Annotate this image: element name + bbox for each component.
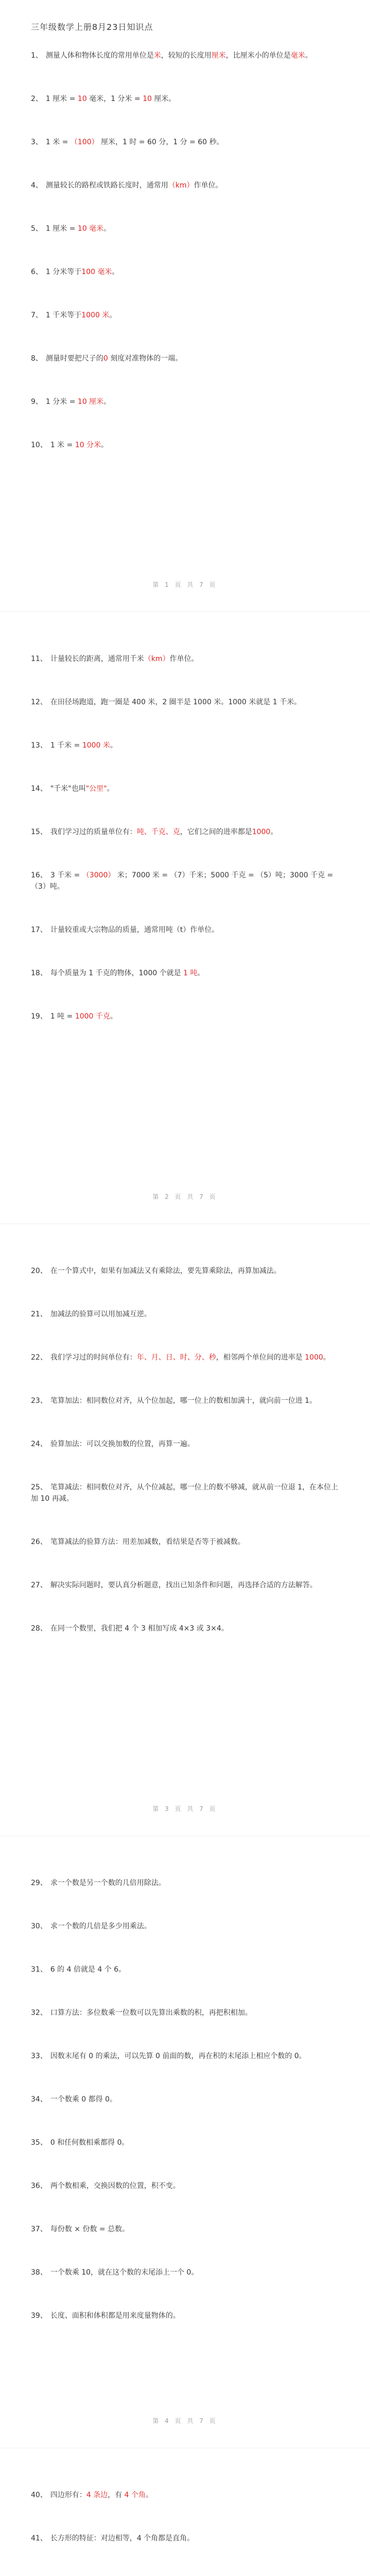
item-number: 12、 bbox=[31, 698, 47, 706]
item-text: 笔算减法的验算方法：用差加减数，看结果是否等于被减数。 bbox=[50, 1538, 245, 1546]
item-number: 19、 bbox=[31, 1012, 47, 1021]
knowledge-item bbox=[31, 1580, 339, 1591]
item-text: 它们之间的进率都是 bbox=[187, 828, 252, 836]
knowledge-item bbox=[31, 1623, 339, 1634]
knowledge-item bbox=[31, 826, 339, 838]
item-text: 比厘米小的单位是 bbox=[233, 52, 291, 60]
knowledge-item bbox=[31, 1352, 339, 1363]
item-text: 。 bbox=[103, 398, 111, 406]
item-text: 因数末尾有 0 的乘法，可以先算 0 前面的数，再在积的末尾添上相应个数的 0。 bbox=[50, 2052, 306, 2060]
item-text: 求一个数是另一个数的几倍用除法。 bbox=[50, 1879, 166, 1887]
item-text: 加减法的验算可以用加减互逆。 bbox=[50, 1310, 151, 1318]
item-text: 一个数乘 0 都得 0。 bbox=[50, 2095, 117, 2104]
item-text: 验算加法：可以交换加数的位置，再算一遍。 bbox=[50, 1440, 195, 1448]
item-text: 求一个数的几倍是多少用乘法。 bbox=[50, 1922, 151, 1930]
highlighted-text: 毫米 bbox=[290, 52, 305, 60]
item-text: 两个数相乘，交换因数的位置，积不变。 bbox=[50, 2182, 180, 2190]
item-number: 11、 bbox=[31, 655, 47, 663]
knowledge-item bbox=[31, 2310, 339, 2321]
knowledge-item bbox=[31, 1395, 339, 1406]
knowledge-item bbox=[31, 266, 339, 278]
item-number: 1、 bbox=[31, 52, 43, 60]
item-text: 测量人体和物体长度的常用单位是 bbox=[45, 52, 154, 60]
knowledge-item bbox=[31, 1309, 339, 1320]
item-text: 作单位。 bbox=[169, 655, 199, 663]
page-footer: 第 3 页 共 7 页 bbox=[152, 1805, 218, 1812]
item-number: 32、 bbox=[31, 2009, 47, 2017]
item-number: 5、 bbox=[31, 225, 43, 233]
page-footer: 第 4 页 共 7 页 bbox=[152, 2417, 218, 2425]
highlighted-text: "公里" bbox=[85, 785, 107, 793]
knowledge-item bbox=[31, 93, 339, 105]
highlighted-text: 年、月、日、时、分、秒 bbox=[136, 1353, 216, 1362]
item-text: 米；7000 米 = （7）千米；5000 千克 = （5）吨；3000 千克 = （3）吨。 bbox=[31, 871, 333, 891]
item-text: 1 米 = bbox=[50, 441, 75, 449]
item-text: 厘米。 bbox=[152, 95, 176, 103]
item-text: 计量较长的距离，通常用千米 bbox=[50, 655, 144, 663]
item-text: 1 厘米 = bbox=[45, 225, 78, 233]
item-number: 6、 bbox=[31, 268, 43, 276]
highlighted-text: 4 个角 bbox=[124, 2491, 146, 2499]
item-text: 0 和任何数相乘都得 0。 bbox=[50, 2139, 129, 2147]
highlighted-text: 100 毫米 bbox=[81, 268, 112, 276]
highlighted-text: 10 bbox=[77, 95, 87, 103]
highlighted-text: （100） bbox=[70, 138, 99, 146]
page-footer: 第 1 页 共 7 页 bbox=[152, 581, 218, 588]
knowledge-item bbox=[31, 2094, 339, 2105]
item-number: 23、 bbox=[31, 1397, 47, 1405]
item-text: 1 米 = bbox=[45, 138, 71, 146]
knowledge-item bbox=[31, 1536, 339, 1548]
knowledge-item bbox=[31, 1011, 339, 1022]
item-number: 9、 bbox=[31, 398, 43, 406]
item-number: 39、 bbox=[31, 2312, 47, 2320]
item-text: 较短的长度用 bbox=[168, 52, 212, 60]
item-text: 长度、面积和体积都是用来度量物体的。 bbox=[50, 2312, 180, 2320]
item-number: 34、 bbox=[31, 2095, 47, 2104]
item-text: 1 厘米 = bbox=[45, 95, 78, 103]
item-text: "千米"也叫 bbox=[50, 785, 86, 793]
highlighted-text: （km） bbox=[168, 181, 194, 190]
knowledge-item bbox=[31, 697, 339, 708]
item-number: 40、 bbox=[31, 2491, 47, 2499]
knowledge-item bbox=[31, 353, 339, 364]
knowledge-item bbox=[31, 2007, 339, 2019]
knowledge-item bbox=[31, 924, 339, 936]
item-text: 1 吨 = bbox=[50, 1012, 75, 1021]
item-number: 26、 bbox=[31, 1538, 47, 1546]
item-text: 作单位。 bbox=[193, 181, 223, 190]
item-text: 3 千米 = bbox=[50, 871, 82, 879]
item-text: ， bbox=[161, 52, 168, 60]
item-text: 相邻两个单位间的进率是 bbox=[223, 1353, 305, 1362]
item-text: 在同一个数里，我们把 4 个 3 相加写成 4×3 或 3×4。 bbox=[50, 1624, 228, 1633]
item-text: 1 分米 = bbox=[45, 398, 78, 406]
knowledge-item bbox=[31, 2533, 339, 2544]
item-text: 。 bbox=[197, 969, 205, 977]
knowledge-item bbox=[31, 2224, 339, 2235]
item-text: ， bbox=[225, 52, 233, 60]
item-number: 8、 bbox=[31, 354, 43, 363]
knowledge-item bbox=[31, 180, 339, 191]
knowledge-item bbox=[31, 1921, 339, 1932]
item-text: 。 bbox=[101, 441, 109, 449]
item-number: 3、 bbox=[31, 138, 43, 146]
knowledge-item bbox=[31, 2489, 339, 2501]
item-text: 1 千米等于 bbox=[45, 311, 82, 319]
item-number: 20、 bbox=[31, 1267, 47, 1275]
knowledge-item bbox=[31, 50, 339, 61]
item-number: 25、 bbox=[31, 1483, 47, 1492]
item-text: 。 bbox=[109, 311, 117, 319]
highlighted-text: 米 bbox=[153, 52, 161, 60]
item-number: 38、 bbox=[31, 2268, 47, 2277]
item-number: 27、 bbox=[31, 1581, 47, 1589]
item-number: 10、 bbox=[31, 441, 47, 449]
item-text: 。 bbox=[110, 1012, 117, 1021]
item-text: 解决实际问题时，要认真分析题意，找出已知条件和问题，再选择合适的方法解答。 bbox=[50, 1581, 317, 1589]
item-text: ， bbox=[180, 828, 187, 836]
item-number: 31、 bbox=[31, 1965, 47, 1974]
item-number: 4、 bbox=[31, 181, 43, 190]
knowledge-item bbox=[31, 1482, 339, 1504]
knowledge-item bbox=[31, 137, 339, 148]
item-text: 每份数 × 份数 = 总数。 bbox=[50, 2225, 130, 2233]
item-text: 每个质量为 1 千克的物体，1000 个就是 bbox=[50, 969, 184, 977]
item-text: ， bbox=[108, 2491, 115, 2499]
item-number: 17、 bbox=[31, 926, 47, 934]
item-number: 7、 bbox=[31, 311, 43, 319]
knowledge-item bbox=[31, 783, 339, 794]
item-text: 。 bbox=[112, 268, 119, 276]
item-text: 我们学习过的时间单位有： bbox=[50, 1353, 137, 1362]
item-text: 1 分米等于 bbox=[45, 268, 82, 276]
knowledge-item bbox=[31, 1877, 339, 1889]
item-number: 21、 bbox=[31, 1310, 47, 1318]
item-text: 。 bbox=[107, 785, 114, 793]
item-number: 16、 bbox=[31, 871, 47, 879]
highlighted-text: 1000 bbox=[305, 1353, 323, 1362]
item-text: 厘米，1 时 = 60 分，1 分 = 60 秒。 bbox=[98, 138, 224, 146]
item-text: 长方形的特征：对边相等，4 个角都是直角。 bbox=[50, 2534, 195, 2543]
item-text: 在田径场跑道，跑一圈是 400 米，2 圈半是 1000 米。1000 米就是 1 千米。 bbox=[50, 698, 302, 706]
item-text: 口算方法：多位数乘一位数可以先算出乘数的积，再把积相加。 bbox=[50, 2009, 252, 2017]
item-number: 24、 bbox=[31, 1440, 47, 1448]
highlighted-text: 10 分米 bbox=[75, 441, 101, 449]
knowledge-item bbox=[31, 2050, 339, 2062]
knowledge-item bbox=[31, 310, 339, 321]
highlighted-text: 10 bbox=[143, 95, 152, 103]
item-text: 四边形有： bbox=[50, 2491, 86, 2499]
knowledge-item bbox=[31, 740, 339, 751]
item-number: 2、 bbox=[31, 95, 43, 103]
item-text: 。 bbox=[110, 741, 117, 750]
item-text: 毫米，1 分米 = bbox=[86, 95, 143, 103]
item-number: 18、 bbox=[31, 969, 47, 977]
item-text: 测量时要把尺子的 bbox=[45, 354, 103, 363]
knowledge-item bbox=[31, 2267, 339, 2278]
highlighted-text: 吨、千克、克 bbox=[136, 828, 180, 836]
knowledge-item bbox=[31, 2137, 339, 2148]
item-text: 。 bbox=[323, 1353, 330, 1362]
item-number: 35、 bbox=[31, 2139, 47, 2147]
highlighted-text: （3000） bbox=[82, 871, 115, 879]
page-5 bbox=[0, 2448, 370, 2576]
item-number: 15、 bbox=[31, 828, 47, 836]
item-text: ， bbox=[216, 1353, 223, 1362]
knowledge-item bbox=[31, 653, 339, 665]
knowledge-item bbox=[31, 2180, 339, 2192]
highlighted-text: 10 厘米 bbox=[77, 398, 104, 406]
item-number: 36、 bbox=[31, 2182, 47, 2190]
page-2 bbox=[0, 612, 370, 1224]
item-text: 刻度对准物体的一端。 bbox=[108, 354, 183, 363]
item-text: 笔算减法：相同数位对齐，从个位减起，哪一位上的数不够减，就从前一位退 1，在本位上加 10 再减。 bbox=[31, 1483, 339, 1503]
item-text: 1 千米 = bbox=[50, 741, 82, 750]
knowledge-item bbox=[31, 870, 339, 892]
highlighted-text: 1000 千克 bbox=[75, 1012, 110, 1021]
highlighted-text: 10 毫米 bbox=[77, 225, 104, 233]
item-number: 13、 bbox=[31, 741, 47, 750]
highlighted-text: 4 条边 bbox=[86, 2491, 108, 2499]
item-text: 测量较长的路程或铁路长度时，通常用 bbox=[45, 181, 168, 190]
highlighted-text: （km） bbox=[144, 655, 170, 663]
item-text: 。 bbox=[146, 2491, 153, 2499]
page-4 bbox=[0, 1836, 370, 2448]
item-text: 在一个算式中，如果有加减法又有乘除法，要先算乘除法，再算加减法。 bbox=[50, 1267, 281, 1275]
highlighted-text: 1000 bbox=[252, 828, 271, 836]
item-text: 。 bbox=[103, 225, 111, 233]
highlighted-text: 1 吨 bbox=[183, 969, 198, 977]
item-text: 。 bbox=[305, 52, 312, 60]
highlighted-text: 1000 米 bbox=[81, 311, 110, 319]
knowledge-item bbox=[31, 1438, 339, 1450]
item-number: 28、 bbox=[31, 1624, 47, 1633]
highlighted-text: 0 bbox=[103, 354, 108, 363]
page-3 bbox=[0, 1224, 370, 1836]
knowledge-item bbox=[31, 1964, 339, 1975]
highlighted-text: 1000 米 bbox=[82, 741, 110, 750]
knowledge-item bbox=[31, 396, 339, 408]
item-number: 41、 bbox=[31, 2534, 47, 2543]
item-number: 33、 bbox=[31, 2052, 47, 2060]
item-number: 30、 bbox=[31, 1922, 47, 1930]
document-title: 三年级数学上册8月23日知识点 bbox=[31, 22, 153, 32]
knowledge-item bbox=[31, 968, 339, 979]
page-footer: 第 2 页 共 7 页 bbox=[152, 1193, 218, 1200]
item-text: 计量较重或大宗物品的质量，通常用吨（t）作单位。 bbox=[50, 926, 219, 934]
item-number: 29、 bbox=[31, 1879, 47, 1887]
item-text: 我们学习过的质量单位有： bbox=[50, 828, 137, 836]
highlighted-text: 厘米 bbox=[211, 52, 226, 60]
item-text: 6 的 4 倍就是 4 个 6。 bbox=[50, 1965, 126, 1974]
item-text: 笔算加法：相同数位对齐，从个位加起，哪一位上的数相加满十，就向前一位进 1。 bbox=[50, 1397, 317, 1405]
knowledge-item bbox=[31, 439, 339, 451]
page-1 bbox=[0, 0, 370, 612]
item-number: 14、 bbox=[31, 785, 47, 793]
item-number: 22、 bbox=[31, 1353, 47, 1362]
knowledge-item bbox=[31, 1265, 339, 1277]
item-number: 37、 bbox=[31, 2225, 47, 2233]
knowledge-item bbox=[31, 223, 339, 234]
item-text: 有 bbox=[115, 2491, 125, 2499]
item-text: 一个数乘 10，就在这个数的末尾添上一个 0。 bbox=[50, 2268, 199, 2277]
item-text: 。 bbox=[270, 828, 278, 836]
